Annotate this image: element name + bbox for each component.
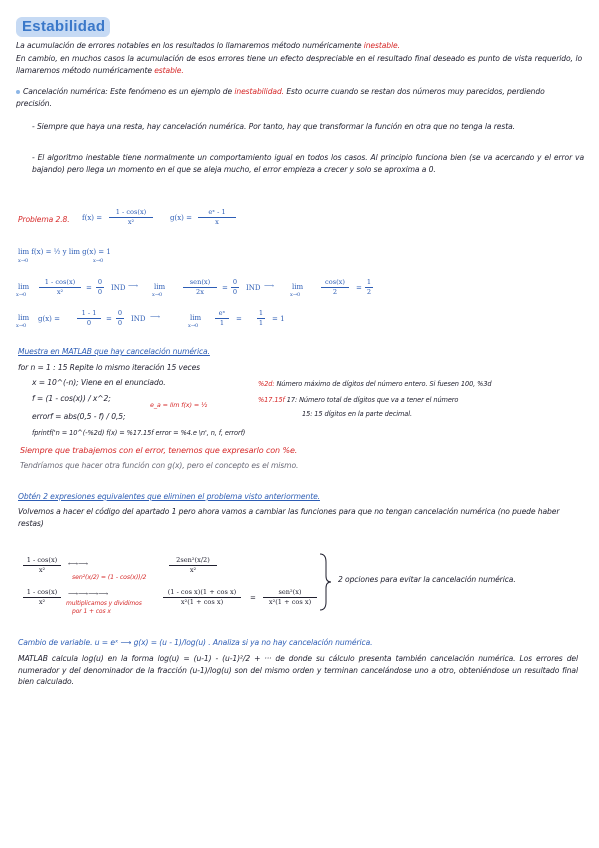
change-variable-body: MATLAB calcula log(u) en la forma log(u) = (u-1) - (u-1)²/2 + ··· de donde su cálculo presenta también cancelación numérica. Los errores del numerador y del denominador de la fracción (u-1)/log(u) son del mismo orden y terminan cancelándose uno a otro, obteniéndose un resultado final bien calculado. (18, 654, 578, 686)
ind-label: IND (131, 315, 146, 323)
fraction-numerator: cos(x) (325, 278, 345, 286)
equals: = (86, 284, 92, 292)
lim-3: lim (292, 283, 304, 291)
expr2-middle (162, 588, 242, 607)
format-note-3: 15: 15 dígitos en la parte decimal. (302, 410, 412, 418)
arrow-icon: ⟶ (264, 282, 275, 290)
lim-2: lim (190, 314, 202, 322)
intro-text: En cambio, en muchos casos la acumulación de esos errores tiene un efecto despreciable en el resultado final deseado es punto de vista requerido, lo llamaremos método numéricamente (16, 54, 582, 75)
fraction-denominator: 0 (86, 319, 92, 327)
fraction-denominator: 0 (97, 288, 103, 296)
g-function-note: Tendríamos que hacer otra función con g(x), pero el concepto es el mismo. (20, 461, 299, 470)
fraction-numerator: 1 (366, 278, 372, 286)
fraction-numerator: eˣ (218, 309, 226, 317)
fx-fraction (108, 208, 154, 227)
ind-label: IND (111, 284, 126, 292)
intro-text: La acumulación de errores notables en los resultados lo llamaremos método numéricamente (16, 41, 364, 50)
code-annotation: e_a = lim f(x) = ½ (150, 401, 208, 409)
row1-frac-2 (182, 278, 218, 297)
gx-fraction (197, 208, 237, 227)
equals: = (250, 594, 256, 602)
gx-label: g(x) = (170, 214, 192, 222)
limit-subscript: x→0 (93, 258, 104, 264)
problem-label: Problema 2.8. (18, 215, 70, 224)
bullet-icon (16, 90, 20, 94)
fraction-denominator: x² (189, 566, 197, 574)
fraction-numerator: 0 (232, 278, 238, 286)
lim-sub-2: x→0 (152, 292, 163, 298)
intro-text: Cancelación numérica: Este fenómeno es un ejemplo de (23, 87, 235, 96)
fraction-numerator: 1 (258, 309, 264, 317)
limit-subscript: x→0 (18, 258, 29, 264)
fraction-numerator: 1 - cos(x) (26, 556, 58, 564)
intro-dash-2 (32, 152, 584, 175)
result-fraction (256, 309, 266, 328)
expr1-right (168, 556, 218, 575)
lim-sub-2: x→0 (188, 323, 199, 329)
error-format-note: Siempre que trabajemos con el error, tenemos que expresarlo con %e. (20, 446, 298, 455)
gx-label: g(x) = (38, 315, 60, 323)
change-variable-heading: Cambio de variable. u = eˣ ⟶ g(x) = (u - 1)/log(u) . Analiza si ya no hay cancelación numérica. (18, 638, 373, 647)
fraction-denominator: x² (127, 218, 135, 226)
format-spec: %17.15f (258, 396, 287, 404)
result-value: = 1 (272, 315, 285, 323)
lim-sub-1: x→0 (16, 323, 27, 329)
row2-frac-2 (214, 309, 230, 328)
fraction-denominator: 0 (117, 319, 123, 327)
intro-paragraph-2 (16, 53, 582, 76)
curly-brace-icon (318, 552, 332, 612)
expr2-right (262, 588, 318, 607)
fraction-numerator: 0 (117, 309, 123, 317)
zero-over-zero (115, 309, 125, 328)
double-arrow-icon: ⟷⟶ (68, 560, 89, 568)
code-line-2: x = 10^(-n); Viene en el enunciado. (32, 378, 166, 387)
code-line-3: f = (1 - cos(x)) / x^2; (32, 394, 111, 403)
fraction-denominator: 2 (366, 288, 372, 296)
fraction-denominator: x²(1 + cos x) (180, 598, 224, 606)
equals: = (222, 284, 228, 292)
row1-frac-1 (38, 278, 82, 297)
arrow-icon: ⟶ (150, 313, 161, 321)
intro-dash-1 (32, 121, 584, 133)
zero-over-zero (95, 278, 105, 297)
fraction-denominator: x² (38, 566, 46, 574)
fraction-denominator: 2 (332, 288, 338, 296)
matlab-heading: Muestra en MATLAB que hay cancelación numérica. (18, 347, 210, 356)
equals: = (356, 284, 362, 292)
format-spec: %2d: (258, 380, 277, 388)
fraction-denominator: 0 (232, 288, 238, 296)
equals: = (106, 315, 112, 323)
fraction-denominator: x (215, 218, 219, 226)
fx-label: f(x) = (82, 214, 103, 222)
limits-line: lim f(x) = ½ y lim g(x) = 1 (18, 248, 111, 256)
intro-text: Esto ocurre cuando se restan dos números muy parecidos, perdiendo precisión. (16, 87, 545, 108)
multiply-note-line: multiplicamos y dividimos (66, 600, 142, 607)
fraction-denominator: 2x (196, 288, 204, 296)
format-desc: Número máximo de dígitos del número entero. Si fuesen 100, %3d (276, 380, 492, 388)
keyword-inestable: inestable. (363, 41, 400, 50)
fraction-numerator: 1 - cos(x) (26, 588, 58, 596)
zero-over-zero (230, 278, 240, 297)
fraction-numerator: (1 - cos x)(1 + cos x) (167, 588, 237, 596)
ind-label: IND (246, 284, 261, 292)
fraction-numerator: 1 - 1 (81, 309, 97, 317)
expr1-left (22, 556, 62, 575)
fraction-numerator: sen(x) (189, 278, 211, 286)
fraction-denominator: x² (38, 598, 46, 606)
lim-2: lim (154, 283, 166, 291)
format-desc: 17: Número total de dígitos que va a tener el número (286, 396, 459, 404)
code-line-5: fprintf('n = 10^(-%2d) f(x) = %17.15f error = %4.e \n', n, f, errorf) (32, 429, 246, 437)
equivalent-heading: Obtén 2 expresiones equivalentes que eliminen el problema visto anteriormente. (18, 492, 320, 501)
result-fraction (364, 278, 374, 297)
lim-1: lim (18, 314, 30, 322)
format-note-2 (258, 395, 458, 407)
options-label: 2 opciones para evitar la cancelación numérica. (338, 575, 516, 584)
fraction-denominator: x² (56, 288, 64, 296)
lim-sub-1: x→0 (16, 292, 27, 298)
multiply-note (66, 600, 142, 616)
fraction-numerator: 1 - cos(x) (44, 278, 76, 286)
title-highlight (16, 17, 110, 37)
fraction-numerator: 0 (97, 278, 103, 286)
page-title: Estabilidad (22, 18, 106, 35)
dash-text: - El algoritmo inestable tiene normalmente un comportamiento igual en todos los casos. Al principio funciona bien (se va acercando y el error va bajando) pero llega un momento en el que se aleja mucho, el error empieza a crecer y solo se aproxima a 0. (32, 153, 584, 174)
identity-note: sen²(x/2) = (1 - cos(x))/2 (72, 574, 147, 581)
keyword-inestabilidad: inestabilidad. (234, 87, 284, 96)
code-line-4: errorf = abs(0,5 - f) / 0,5; (32, 412, 126, 421)
expr2-left (22, 588, 62, 607)
fraction-denominator: 1 (258, 319, 264, 327)
arrow-icon: ⟶ (128, 282, 139, 290)
format-note-1 (258, 379, 492, 391)
dash-text: - Siempre que haya una resta, hay cancelación numérica. Por tanto, hay que transformar la función en otra que no tenga la resta. (32, 122, 515, 131)
fraction-numerator: 2sen²(x/2) (176, 556, 210, 564)
arrow-icon: ⟶⟶⟶⟶ (68, 590, 109, 598)
fraction-numerator: 1 - cos(x) (115, 208, 147, 216)
equals: = (236, 315, 242, 323)
equivalent-body: Volvemos a hacer el código del apartado 1 pero ahora vamos a cambiar las funciones para que no tengan cancelación numérica (no puede haber restas) (18, 507, 560, 528)
intro-paragraph-1 (16, 40, 582, 52)
fraction-denominator: 1 (219, 319, 225, 327)
code-line-1: for n = 1 : 15 Repite lo mismo iteración 15 veces (18, 363, 201, 372)
multiply-note-line: por 1 + cos x (72, 608, 111, 615)
lim-sub-3: x→0 (290, 292, 301, 298)
fraction-numerator: sen²(x) (278, 588, 302, 596)
row2-frac-1 (76, 309, 102, 328)
fraction-numerator: eˣ - 1 (208, 208, 226, 216)
row1-frac-3 (320, 278, 350, 297)
keyword-estable: estable. (154, 65, 184, 75)
lim-1: lim (18, 283, 30, 291)
intro-paragraph-3 (16, 86, 582, 109)
fraction-denominator: x²(1 + cos x) (268, 598, 312, 606)
